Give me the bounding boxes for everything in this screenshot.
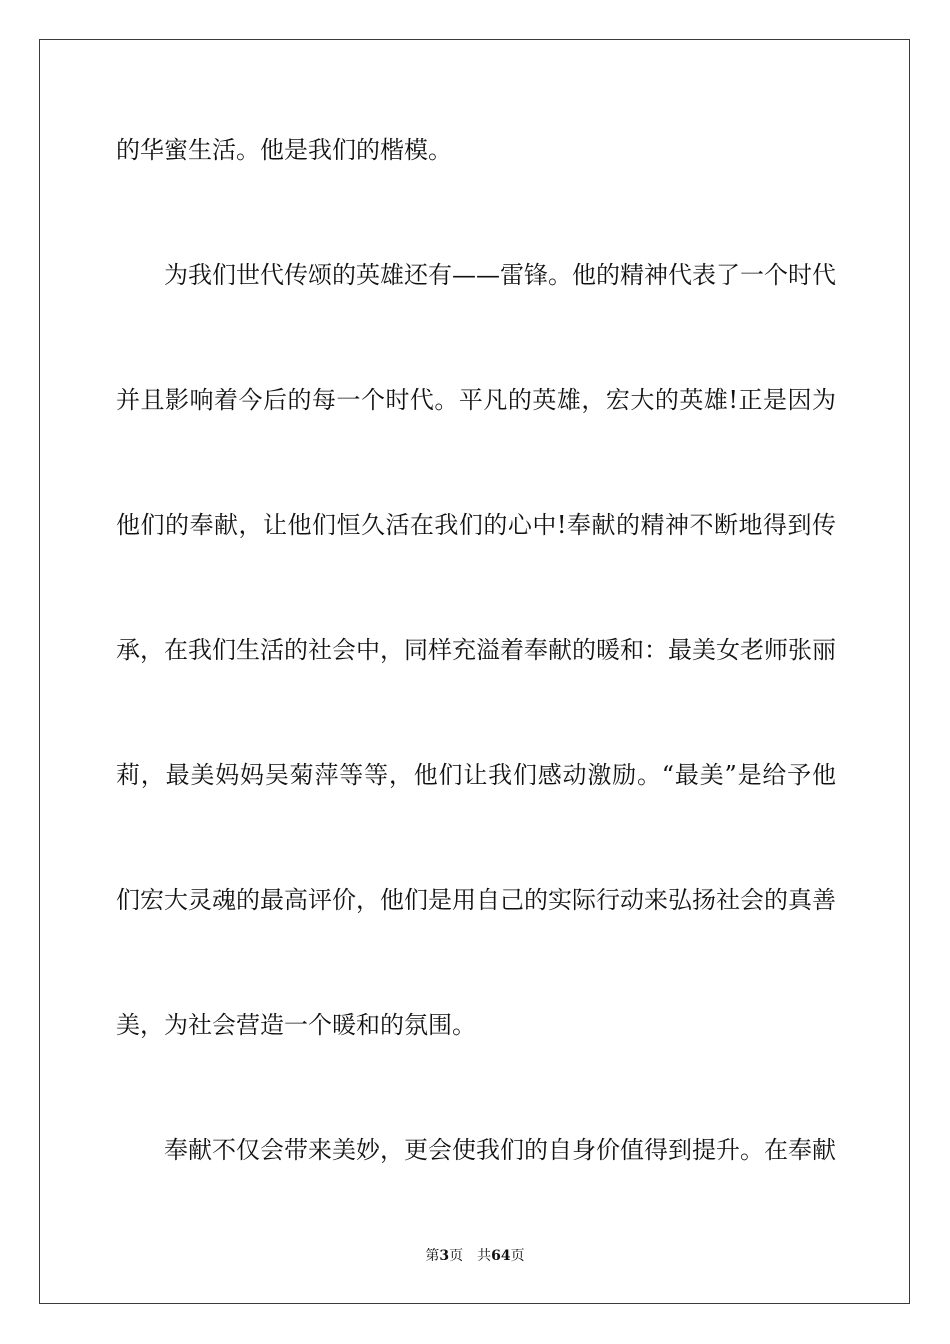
total-suffix: 页 [510,1248,525,1264]
text-line-8: 美，为社会营造一个暖和的氛围。 [116,1011,476,1039]
page-suffix: 页 [449,1248,464,1264]
text-line-4: 他们的奉献，让他们恒久活在我们的心中!奉献的精神不断地得到传 [116,511,836,539]
text-line-6: 莉，最美妈妈吴菊萍等等，他们让我们感动激励。“最美”是给予他 [116,761,836,789]
text-line-9: 奉献不仅会带来美妙，更会使我们的自身价值得到提升。在奉献 [164,1136,836,1164]
page-number: 3 [439,1248,450,1264]
page-prefix: 第 [425,1248,440,1264]
text-line-7: 们宏大灵魂的最高评价，他们是用自己的实际行动来弘扬社会的真善 [116,886,836,914]
text-line-5: 承，在我们生活的社会中，同样充溢着奉献的暖和：最美女老师张丽 [116,636,836,664]
text-line-2: 为我们世代传颂的英雄还有——雷锋。他的精神代表了一个时代 [164,261,836,289]
total-prefix: 共 [477,1248,492,1264]
text-line-3: 并且影响着今后的每一个时代。平凡的英雄，宏大的英雄!正是因为 [116,386,836,414]
total-pages: 64 [491,1248,511,1264]
page-frame [39,39,910,1304]
page-footer [0,1246,950,1266]
text-line-1: 的华蜜生活。他是我们的楷模。 [116,136,452,164]
